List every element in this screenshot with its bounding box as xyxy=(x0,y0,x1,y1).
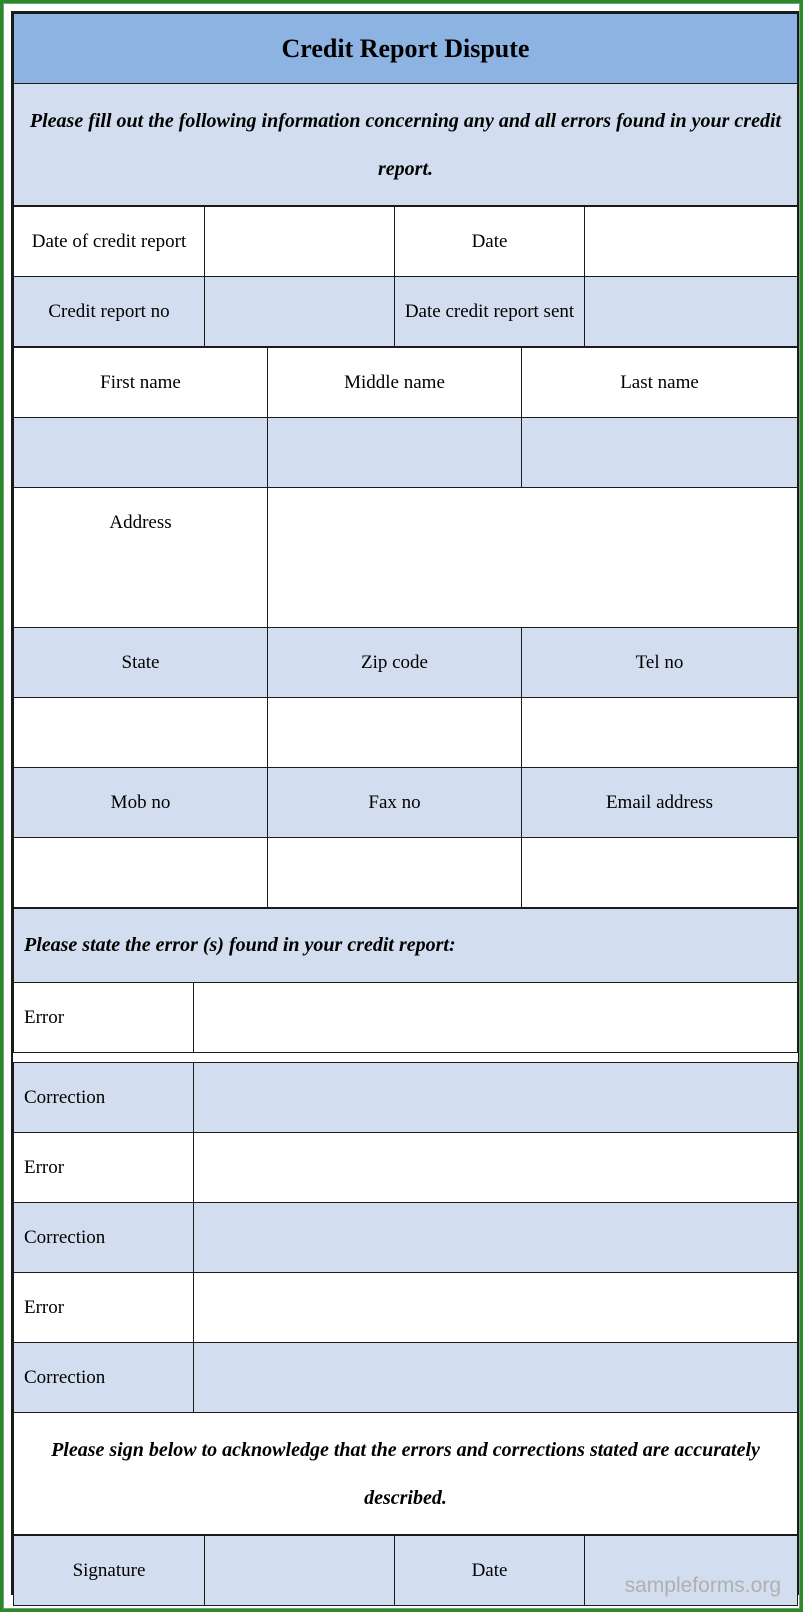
intro-text: Please fill out the following information concerning any and all errors found in your credit report. xyxy=(14,84,798,206)
signature-label: Signature xyxy=(14,1536,205,1606)
error-label-1: Error xyxy=(14,983,194,1053)
signature-field[interactable] xyxy=(205,1536,395,1606)
correction-label-3: Correction xyxy=(14,1343,194,1413)
date-label: Date xyxy=(395,207,585,277)
address-label: Address xyxy=(14,488,268,628)
error-field-2[interactable] xyxy=(194,1133,798,1203)
tel-no-label: Tel no xyxy=(522,628,798,698)
mob-no-field[interactable] xyxy=(14,838,268,908)
row-gap xyxy=(14,1053,798,1063)
first-name-field[interactable] xyxy=(14,418,268,488)
zip-code-field[interactable] xyxy=(268,698,522,768)
fax-no-field[interactable] xyxy=(268,838,522,908)
credit-report-no-label: Credit report no xyxy=(14,277,205,347)
error-label-3: Error xyxy=(14,1273,194,1343)
date-field[interactable] xyxy=(585,207,798,277)
date-of-credit-report-field[interactable] xyxy=(205,207,395,277)
last-name-label: Last name xyxy=(522,348,798,418)
credit-dispute-form xyxy=(11,11,799,1595)
signature-date-label: Date xyxy=(395,1536,585,1606)
last-name-field[interactable] xyxy=(522,418,798,488)
error-field-3[interactable] xyxy=(194,1273,798,1343)
error-label-2: Error xyxy=(14,1133,194,1203)
middle-name-label: Middle name xyxy=(268,348,522,418)
tel-no-field[interactable] xyxy=(522,698,798,768)
fax-no-label: Fax no xyxy=(268,768,522,838)
correction-field-1[interactable] xyxy=(194,1063,798,1133)
middle-name-field[interactable] xyxy=(268,418,522,488)
date-credit-report-sent-label: Date credit report sent xyxy=(395,277,585,347)
credit-report-no-field[interactable] xyxy=(205,277,395,347)
report-info-table xyxy=(13,206,798,347)
personal-info-table xyxy=(13,347,798,908)
errors-heading: Please state the error (s) found in your credit report: xyxy=(14,909,798,983)
zip-code-label: Zip code xyxy=(268,628,522,698)
mob-no-label: Mob no xyxy=(14,768,268,838)
error-field-1[interactable] xyxy=(194,983,798,1053)
correction-field-3[interactable] xyxy=(194,1343,798,1413)
email-address-label: Email address xyxy=(522,768,798,838)
form-title: Credit Report Dispute xyxy=(14,14,798,84)
acknowledge-text: Please sign below to acknowledge that the errors and corrections stated are accurately described. xyxy=(14,1413,798,1535)
errors-table xyxy=(13,908,798,1535)
header-table xyxy=(13,13,798,206)
first-name-label: First name xyxy=(14,348,268,418)
date-credit-report-sent-field[interactable] xyxy=(585,277,798,347)
date-of-credit-report-label: Date of credit report xyxy=(14,207,205,277)
correction-field-2[interactable] xyxy=(194,1203,798,1273)
state-field[interactable] xyxy=(14,698,268,768)
correction-label-1: Correction xyxy=(14,1063,194,1133)
watermark: sampleforms.org xyxy=(624,1574,781,1597)
email-address-field[interactable] xyxy=(522,838,798,908)
address-field[interactable] xyxy=(268,488,798,628)
correction-label-2: Correction xyxy=(14,1203,194,1273)
page-frame xyxy=(3,3,800,1609)
state-label: State xyxy=(14,628,268,698)
